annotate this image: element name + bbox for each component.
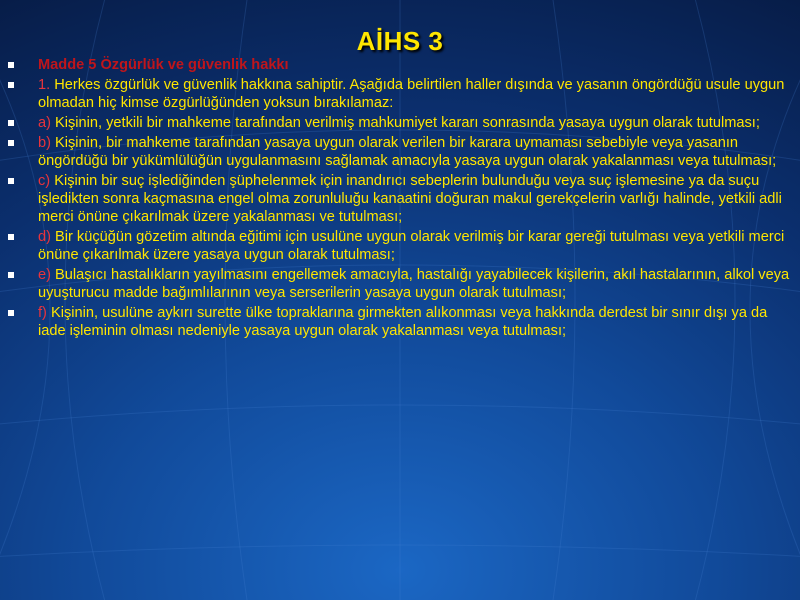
list-item — [6, 228, 790, 264]
square-bullet-icon — [8, 178, 14, 184]
article-heading: Madde 5 Özgürlük ve güvenlik hakkı — [38, 57, 289, 73]
item-letter: b) — [38, 135, 51, 151]
item-letter: c) — [38, 173, 51, 189]
item-text: Kişinin, yetkili bir mahkeme tarafından verilmiş mahkumiyet kararı sonrasında yasaya uygun olarak tutulması; — [50, 115, 760, 131]
item-text: Kişinin, usulüne aykırı surette ülke topraklarına girmekten alıkonması veya hakkında derdest bir sınır dışı ya da iade işleminin olması nedeniyle yasaya uygun olarak yakalanması veya tutulması; — [38, 305, 768, 339]
item-letter: d) — [38, 229, 51, 245]
square-bullet-icon — [8, 140, 14, 146]
item-number: 1. — [38, 77, 51, 93]
item-text: Bulaşıcı hastalıkların yayılmasını engellemek amacıyla, hastalığı yayabilecek kişilerin, akıl hastalarının, alkol veya uyuşturucu madde bağımlılarının veya serserilerin yasaya uygun olarak tutulması; — [38, 267, 790, 301]
item-letter: e) — [38, 267, 51, 283]
slide-title: AİHS 3 — [356, 26, 444, 56]
list-item — [6, 172, 790, 226]
list-item — [6, 76, 790, 112]
item-text: Kişinin, bir mahkeme tarafından yasaya uygun olarak verilen bir karara uymaması sebebiyle veya yasanın öngördüğü bir yükümlülüğün uygulanmasını sağlamak amacıyla yasaya uygun olarak yakalanması veya tutulması; — [38, 135, 777, 169]
bullet-list — [6, 56, 790, 342]
item-text: Herkes özgürlük ve güvenlik hakkına sahiptir. Aşağıda belirtilen haller dışında ve yasanın öngördüğü usule uygun olmadan hiç kimse özgürlüğünden yoksun bırakılamaz: — [38, 77, 785, 111]
list-item — [6, 114, 790, 132]
list-item — [6, 266, 790, 302]
square-bullet-icon — [8, 120, 14, 126]
square-bullet-icon — [8, 82, 14, 88]
list-item — [6, 134, 790, 170]
square-bullet-icon — [8, 310, 14, 316]
square-bullet-icon — [8, 234, 14, 240]
item-letter: f) — [38, 305, 47, 321]
square-bullet-icon — [8, 62, 14, 68]
list-item — [6, 304, 790, 340]
item-text: Bir küçüğün gözetim altında eğitimi için usulüne uygun olarak verilmiş bir karar gereği tutulması veya yetkili merci önüne çıkarılmak üzere yasaya uygun olarak tutulması; — [38, 229, 785, 263]
square-bullet-icon — [8, 272, 14, 278]
list-item — [6, 56, 790, 74]
item-letter: a) — [38, 115, 51, 131]
item-text: Kişinin bir suç işlediğinden şüphelenmek için inandırıcı sebeplerin bulunduğu veya suç işlemesine ya da suçu işledikten sonra kaçmasına engel olma zorunluluğu kanaatini doğuran makul gerekçelerin varlığı halinde, yetkili adli merci önüne çıkarılmak üzere yakalanması ve tutulması; — [38, 173, 782, 225]
